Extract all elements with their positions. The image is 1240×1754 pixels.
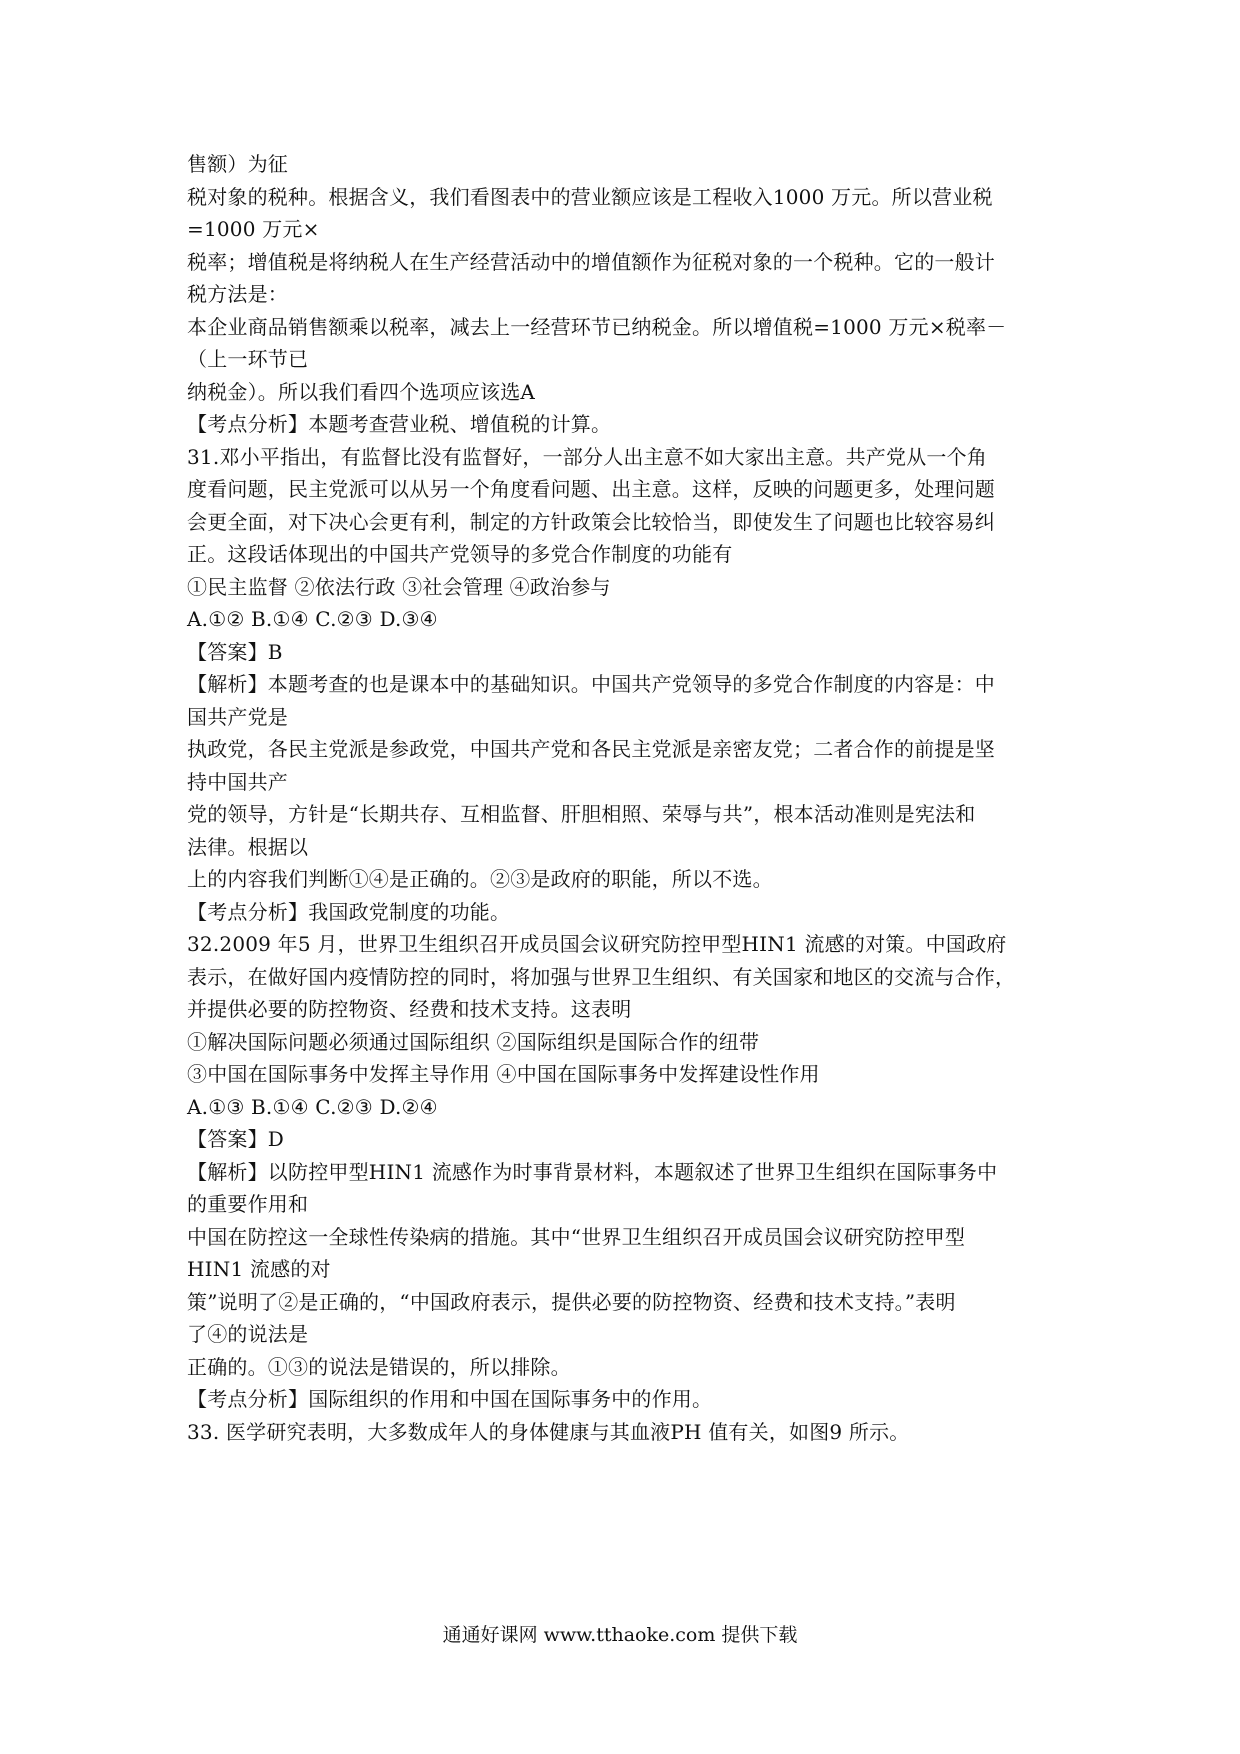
explanation-line: 党的领导，方针是“长期共存、互相监督、肝胆相照、荣辱与共”，根本活动准则是宪法和 bbox=[187, 802, 976, 826]
question-31-statements: ①民主监督 ②依法行政 ③社会管理 ④政治参与 bbox=[187, 574, 611, 599]
explanation-line: 【解析】本题考查的也是课本中的基础知识。中国共产党领导的多党合作制度的内容是：中 bbox=[187, 672, 995, 696]
question-31-line: 31.邓小平指出，有监督比没有监督好，一部分人出主意不如大家出主意。共产党从一个角 bbox=[187, 444, 988, 469]
question-32-line: 并提供必要的防控物资、经费和技术支持。这表明 bbox=[187, 997, 632, 1021]
analysis-line: 【考点分析】国际组织的作用和中国在国际事务中的作用。 bbox=[187, 1387, 713, 1411]
explanation-line: 了④的说法是 bbox=[187, 1322, 309, 1346]
explanation-line: HIN1 流感的对 bbox=[187, 1257, 331, 1281]
question-32-line: 32.2009 年5 月，世界卫生组织召开成员国会议研究防控甲型HIN1 流感的对策。中国政府 bbox=[187, 932, 1007, 956]
question-31-line: 会更全面，对下决心会更有利，制定的方针政策会比较恰当，即使发生了问题也比较容易纠 bbox=[187, 509, 995, 534]
explanation-line: 【解析】以防控甲型HIN1 流感作为时事背景材料，本题叙述了世界卫生组织在国际事务中 bbox=[187, 1159, 998, 1184]
explanation-line: 执政党，各民主党派是参政党，中国共产党和各民主党派是亲密友党；二者合作的前提是坚 bbox=[187, 737, 995, 761]
question-32-statements: ③中国在国际事务中发挥主导作用 ④中国在国际事务中发挥建设性作用 bbox=[187, 1062, 820, 1086]
question-31-line: 正。这段话体现出的中国共产党领导的多党合作制度的功能有 bbox=[187, 542, 733, 566]
explanation-line: 中国在防控这一全球性传染病的措施。其中“世界卫生组织召开成员国会议研究防控甲型 bbox=[187, 1224, 966, 1249]
explanation-line: 国共产党是 bbox=[187, 704, 288, 729]
page-footer: 通通好课网 www.tthaoke.com 提供下载 bbox=[442, 1624, 798, 1646]
document-body bbox=[187, 148, 1067, 1448]
question-31-line: 度看问题，民主党派可以从另一个角度看问题、出主意。这样，反映的问题更多，处理问题 bbox=[187, 477, 995, 501]
question-32-statements: ①解决国际问题必须通过国际组织 ②国际组织是国际合作的纽带 bbox=[187, 1029, 760, 1054]
explanation-line: 持中国共产 bbox=[187, 769, 288, 794]
explanation-line: 法律。根据以 bbox=[187, 834, 309, 859]
question-32-answer: 【答案】D bbox=[187, 1127, 285, 1151]
text-line: =1000 万元× bbox=[187, 217, 320, 241]
question-31-options: A.①② B.①④ C.②③ D.③④ bbox=[187, 607, 438, 631]
text-line: 纳税金）。所以我们看四个选项应该选A bbox=[187, 379, 536, 404]
question-33-line: 33. 医学研究表明，大多数成年人的身体健康与其血液PH 值有关，如图9 所示。 bbox=[187, 1419, 910, 1444]
explanation-line: 的重要作用和 bbox=[187, 1192, 309, 1216]
explanation-line: 策”说明了②是正确的，“中国政府表示，提供必要的防控物资、经费和技术支持。”表明 bbox=[187, 1289, 956, 1314]
text-line: 税方法是： bbox=[187, 282, 288, 306]
explanation-line: 上的内容我们判断①④是正确的。②③是政府的职能，所以不选。 bbox=[187, 867, 773, 891]
text-line: 本企业商品销售额乘以税率，减去上一经营环节已纳税金。所以增值税=1000 万元×税率－ bbox=[187, 314, 1007, 339]
explanation-line: 正确的。①③的说法是错误的，所以排除。 bbox=[187, 1354, 571, 1379]
question-31-answer: 【答案】B bbox=[187, 639, 283, 664]
text-line: 税率；增值税是将纳税人在生产经营活动中的增值额作为征税对象的一个税种。它的一般计 bbox=[187, 249, 995, 274]
analysis-line: 【考点分析】本题考查营业税、增值税的计算。 bbox=[187, 412, 612, 436]
analysis-line: 【考点分析】我国政党制度的功能。 bbox=[187, 899, 511, 924]
text-line: 税对象的税种。根据含义，我们看图表中的营业额应该是工程收入1000 万元。所以营业税 bbox=[187, 184, 993, 209]
question-32-options: A.①③ B.①④ C.②③ D.②④ bbox=[187, 1094, 438, 1119]
text-line: （上一环节已 bbox=[187, 347, 309, 371]
question-32-line: 表示，在做好国内疫情防控的同时，将加强与世界卫生组织、有关国家和地区的交流与合作， bbox=[187, 964, 1016, 989]
text-line: 售额）为征 bbox=[187, 152, 288, 176]
